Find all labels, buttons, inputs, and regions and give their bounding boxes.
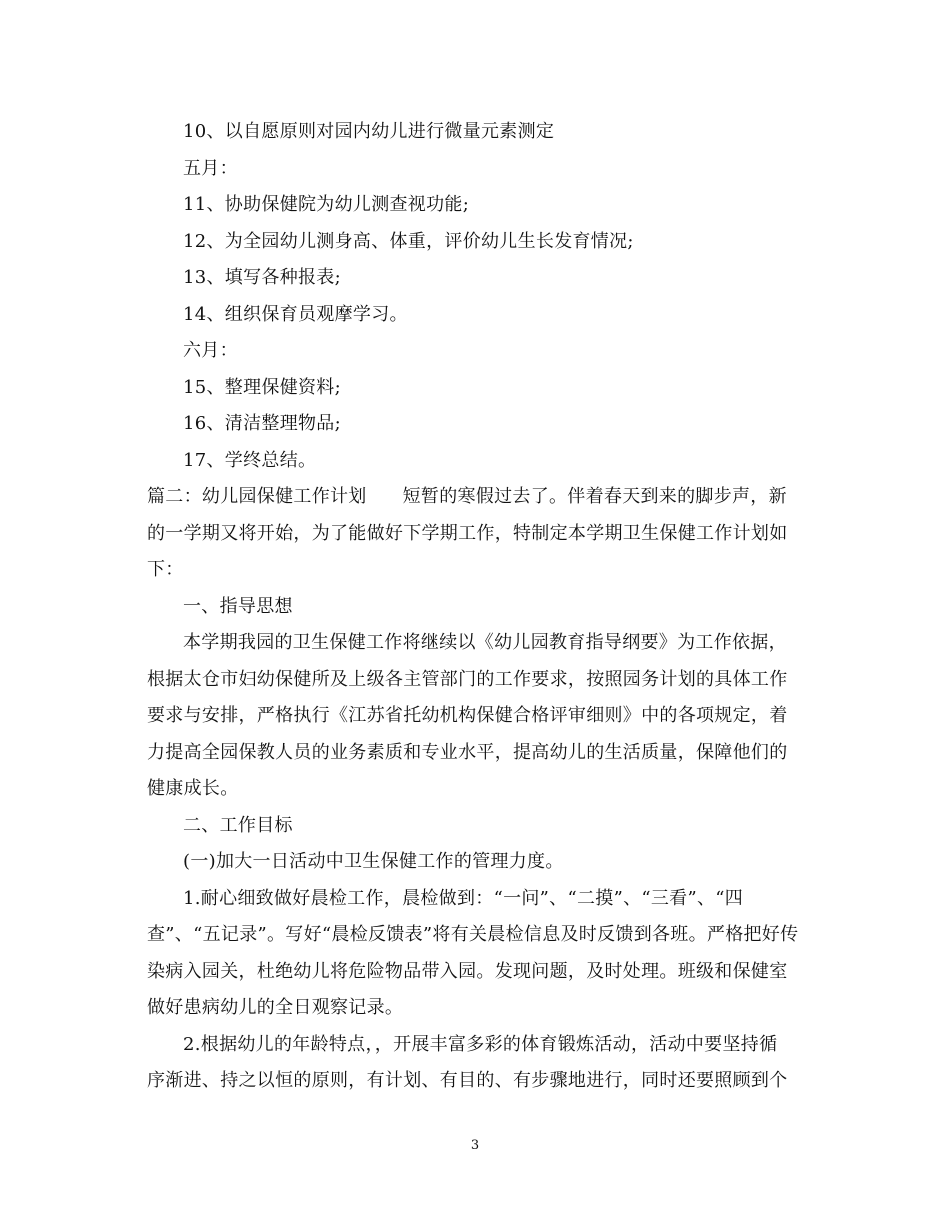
section-title: 篇二：幼儿园保健工作计划 <box>147 486 367 507</box>
body-section <box>147 516 807 1100</box>
text-line: 11、协助保健院为幼儿测查视功能; <box>183 194 470 215</box>
text-line: 染病入园关，杜绝幼儿将危险物品带入园。发现问题，及时处理。班级和保健室 <box>147 960 788 982</box>
text-line: 五月： <box>183 157 238 179</box>
text-line: 根据太仓市妇幼保健所及上级各主管部门的工作要求，按照园务计划的具体工作 <box>147 668 788 690</box>
text-line: 17、学终总结。 <box>183 449 317 471</box>
text-line: 16、清洁整理物品; <box>183 413 341 434</box>
text-line: 健康成长。 <box>147 778 239 799</box>
text-line: 力提高全园保教人员的业务素质和专业水平，提高幼儿的生活质量，保障他们的 <box>147 741 788 763</box>
text-line: 要求与安排，严格执行《江苏省托幼机构保健合格评审细则》中的各项规定，着 <box>147 705 788 726</box>
text-line: 下： <box>147 559 184 580</box>
text-line: 10、以自愿原则对园内幼儿进行微量元素测定 <box>183 121 555 142</box>
text-line: 12、为全园幼儿测身高、体重，评价幼儿生长发育情况; <box>183 230 634 252</box>
text-line: 一、指导思想 <box>183 595 293 617</box>
text-line: 13、填写各种报表; <box>183 267 341 288</box>
text-line: 查”、“五记录”。写好“晨检反馈表”将有关晨检信息及时反馈到各班。严格把好传 <box>147 924 799 945</box>
text-line: 15、整理保健资料; <box>183 376 341 398</box>
text-line: 二、工作目标 <box>183 814 293 836</box>
text-line: 的一学期又将开始，为了能做好下学期工作，特制定本学期卫生保健工作计划如 <box>147 522 788 544</box>
section-heading-line <box>147 479 807 516</box>
page-number: 3 <box>470 1138 480 1153</box>
list-section <box>147 114 807 479</box>
document-body <box>147 114 807 1100</box>
text-line: 六月： <box>183 340 238 361</box>
text-line: (一)加大一日活动中卫生保健工作的管理力度。 <box>183 851 564 872</box>
text-line: 14、组织保育员观摩学习。 <box>183 303 408 325</box>
text-line: 1.耐心细致做好晨检工作，晨检做到：“一问”、“二摸”、“三看”、“四 <box>183 887 744 909</box>
section-intro: 短暂的寒假过去了。伴着春天到来的脚步声，新 <box>402 486 787 507</box>
text-line: 本学期我园的卫生保健工作将继续以《幼儿园教育指导纲要》为工作依据， <box>183 632 787 653</box>
text-line: 序渐进、持之以恒的原则，有计划、有目的、有步骤地进行，同时还要照顾到个 <box>147 1070 788 1091</box>
text-line: 做好患病幼儿的全日观察记录。 <box>147 997 404 1018</box>
text-line: 2.根据幼儿的年龄特点，，开展丰富多彩的体育锻炼活动，活动中要坚持循 <box>183 1033 778 1055</box>
